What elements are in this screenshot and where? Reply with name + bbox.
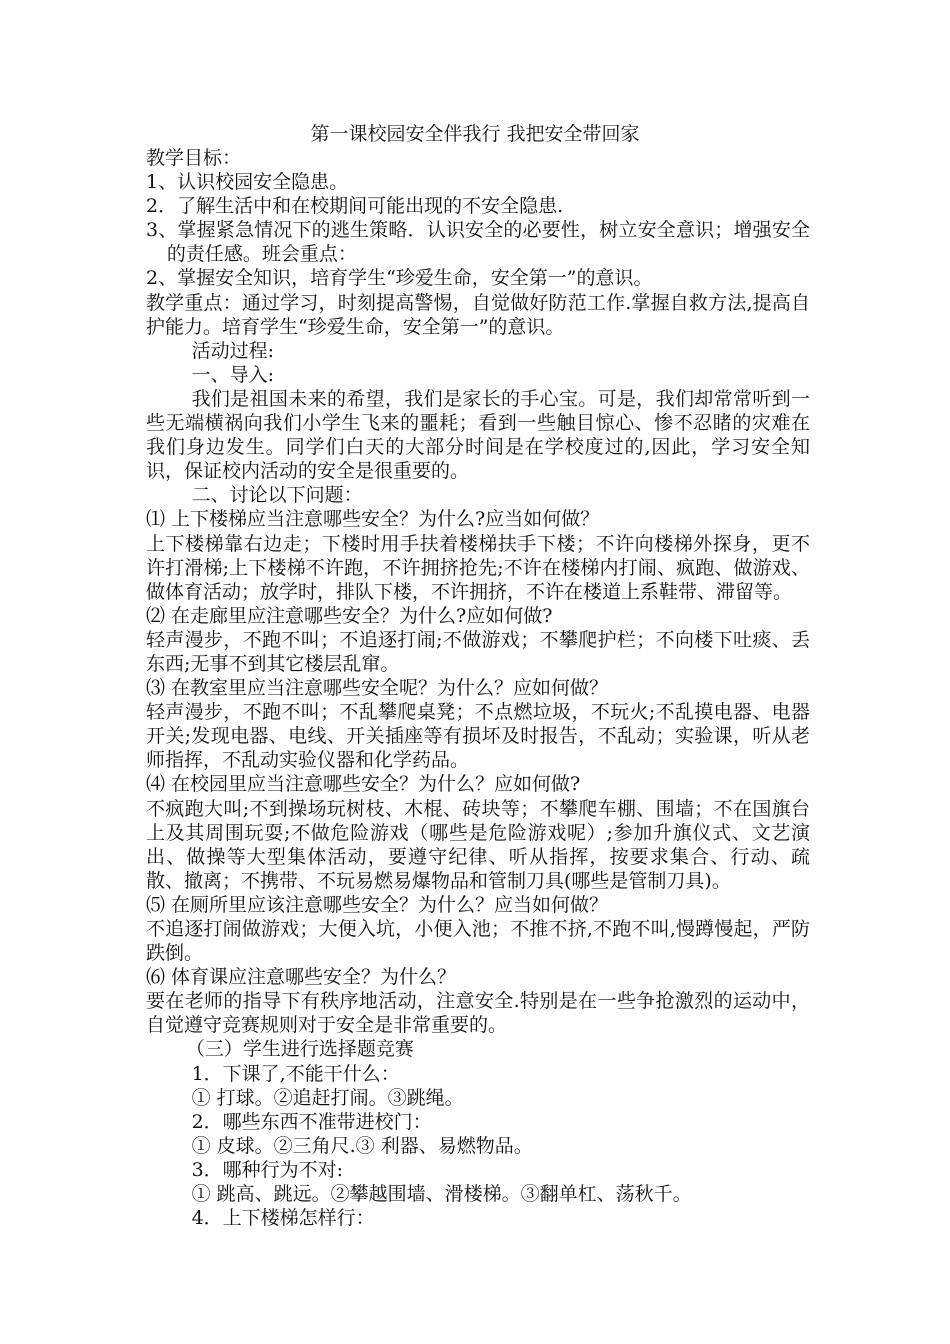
answer-5: 不追逐打闹做游戏；大便入坑，小便入池；不推不挤,不跑不叫,慢蹲慢起，严防跌倒。 xyxy=(146,918,810,965)
question-1: ⑴ 上下楼梯应当注意哪些安全？为什么?应当如何做？ xyxy=(146,508,600,531)
intro-paragraph: 我们是祖国未来的希望，我们是家长的手心宝。可是，我们却常常听到一些无端横祸向我们小学生飞来的噩耗；看到一些触目惊心、惨不忍睹的灾难在我们身边发生。同学们白天的大部分时间是在学校度过的,因此，学习安全知识，保证校内活动的安全是很重要的。 xyxy=(146,387,810,483)
quiz-options-1: ① 打球。②追赶打闹。③跳绳。 xyxy=(191,1086,464,1109)
question-2: ⑵ 在走廊里应注意哪些安全？为什么?应如何做? xyxy=(146,604,553,627)
quiz-question-1: 1．下课了,不能干什么： xyxy=(191,1062,400,1085)
goal-3: 3、掌握紧急情况下的逃生策略．认识安全的必要性，树立安全意识；增强安全的责任感。班会重点： xyxy=(146,219,810,266)
question-4: ⑷ 在校园里应当注意哪些安全？为什么？应如何做? xyxy=(146,773,581,796)
document-body xyxy=(146,146,810,1230)
page-title: 第一课校园安全伴我行 我把安全带回家 xyxy=(310,123,640,145)
goal-2: 2．了解生活中和在校期间可能出现的不安全隐患. xyxy=(146,195,564,218)
question-3: ⑶ 在教室里应当注意哪些安全呢？为什么？应如何做？ xyxy=(146,677,609,700)
quiz-options-2: ① 皮球。②三角尺.③ 利器、易燃物品。 xyxy=(191,1134,533,1157)
answer-3: 轻声漫步，不跑不叫；不乱攀爬桌凳；不点燃垃圾，不玩火;不乱摸电器、电器开关;发现电器、电线、开关插座等有损坏及时报告，不乱动；实验课，听从老师指挥，不乱动实验仪器和化学药品。 xyxy=(146,701,810,772)
discussion-heading: 二、讨论以下问题： xyxy=(191,484,363,507)
key-point-2: 2、掌握安全知识，培育学生“珍爱生命，安全第一”的意识。 xyxy=(146,267,653,290)
quiz-question-3: 3．哪种行为不对: xyxy=(191,1158,344,1181)
quiz-heading: （三）学生进行选择题竞赛 xyxy=(185,1038,414,1061)
teaching-goals-heading: 教学目标： xyxy=(146,147,242,169)
goal-1: 1、认识校园安全隐患。 xyxy=(146,171,349,194)
answer-1: 上下楼梯靠右边走；下楼时用手扶着楼梯扶手下楼；不许向楼梯外探身，更不许打滑梯;上下楼梯不许跑，不许拥挤抢先;不许在楼梯内打闹、疯跑、做游戏、做体育活动；放学时，排队下楼，不许拥挤，不许在楼道上系鞋带、滞留等。 xyxy=(146,532,810,603)
quiz-question-4: 4．上下楼梯怎样行： xyxy=(191,1207,375,1230)
answer-6: 要在老师的指导下有秩序地活动，注意安全.特别是在一些争抢激烈的运动中，自觉遵守竞赛规则对于安全是非常重要的。 xyxy=(146,990,810,1037)
answer-2: 轻声漫步，不跑不叫；不追逐打闹;不做游戏；不攀爬护栏；不向楼下吐痰、丢东西;无事不到其它楼层乱窜。 xyxy=(146,628,810,675)
answer-4: 不疯跑大叫;不到操场玩树枝、木棍、砖块等；不攀爬车棚、围墙；不在国旗台上及其周围玩耍;不做危险游戏（哪些是危险游戏呢）;参加升旗仪式、文艺演出、做操等大型集体活动，要遵守纪律、听从指挥，按要求集合、行动、疏散、撤离；不携带、不玩易燃易爆物品和管制刀具(哪些是管制刀具)。 xyxy=(146,797,810,892)
question-5: ⑸ 在厕所里应该注意哪些安全？为什么？应当如何做？ xyxy=(146,893,609,916)
activity-heading: 活动过程: xyxy=(191,339,274,362)
intro-heading: 一、导入: xyxy=(191,363,274,386)
quiz-question-2: 2．哪些东西不准带进校门： xyxy=(191,1110,432,1133)
question-6: ⑹ 体育课应注意哪些安全？为什么？ xyxy=(146,966,457,989)
teaching-focus: 教学重点：通过学习，时刻提高警惕，自觉做好防范工作.掌握自救方法,提高自护能力。培育学生“珍爱生命，安全第一”的意识。 xyxy=(146,291,810,338)
quiz-options-3: ① 跳高、跳远。②攀越围墙、滑楼梯。③翻单杠、荡秋千。 xyxy=(191,1183,692,1206)
